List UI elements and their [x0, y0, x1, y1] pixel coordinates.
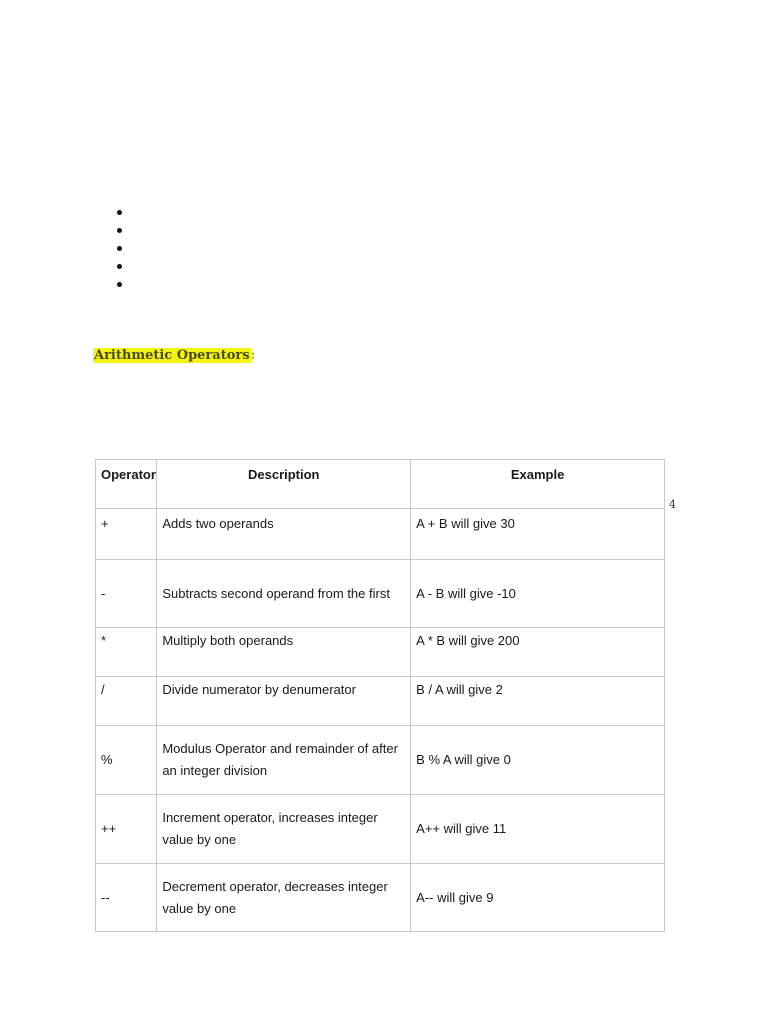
cell-example: B / A will give 2: [411, 677, 665, 726]
cell-example: B % A will give 0: [411, 726, 665, 795]
header-example: Example: [411, 460, 665, 509]
cell-description: Divide numerator by denumerator: [157, 677, 411, 726]
table-row: [96, 677, 665, 726]
cell-example: A-- will give 9: [411, 864, 665, 932]
table-row: [96, 560, 665, 628]
cell-operator: *: [96, 628, 157, 677]
table-row: [96, 628, 665, 677]
cell-description: Multiply both operands: [157, 628, 411, 677]
cell-operator: +: [96, 509, 157, 560]
header-description: Description: [157, 460, 411, 509]
table-header-row: [96, 460, 665, 509]
table-row: [96, 509, 665, 560]
section-heading: [93, 347, 255, 365]
page-number: 4: [669, 498, 676, 511]
cell-description: Adds two operands: [157, 509, 411, 560]
heading-colon: :: [250, 348, 256, 363]
cell-description: Modulus Operator and remainder of after an integer division: [157, 726, 411, 795]
table-row: [96, 795, 665, 864]
table-row: [96, 726, 665, 795]
cell-operator: ++: [96, 795, 157, 864]
cell-example: A + B will give 30: [411, 509, 665, 560]
cell-operator: %: [96, 726, 157, 795]
cell-description: Increment operator, increases integer value by one: [157, 795, 411, 864]
cell-example: A - B will give -10: [411, 560, 665, 628]
cell-operator: --: [96, 864, 157, 932]
header-operator: Operator: [96, 460, 157, 509]
cell-operator: -: [96, 560, 157, 628]
cell-example: A * B will give 200: [411, 628, 665, 677]
cell-operator: /: [96, 677, 157, 726]
cell-description: Decrement operator, decreases integer value by one: [157, 864, 411, 932]
table-row: [96, 864, 665, 932]
heading-text: Arithmetic Operators: [94, 348, 250, 363]
operators-table: [95, 459, 665, 932]
cell-description: Subtracts second operand from the first: [157, 560, 411, 628]
cell-example: A++ will give 11: [411, 795, 665, 864]
